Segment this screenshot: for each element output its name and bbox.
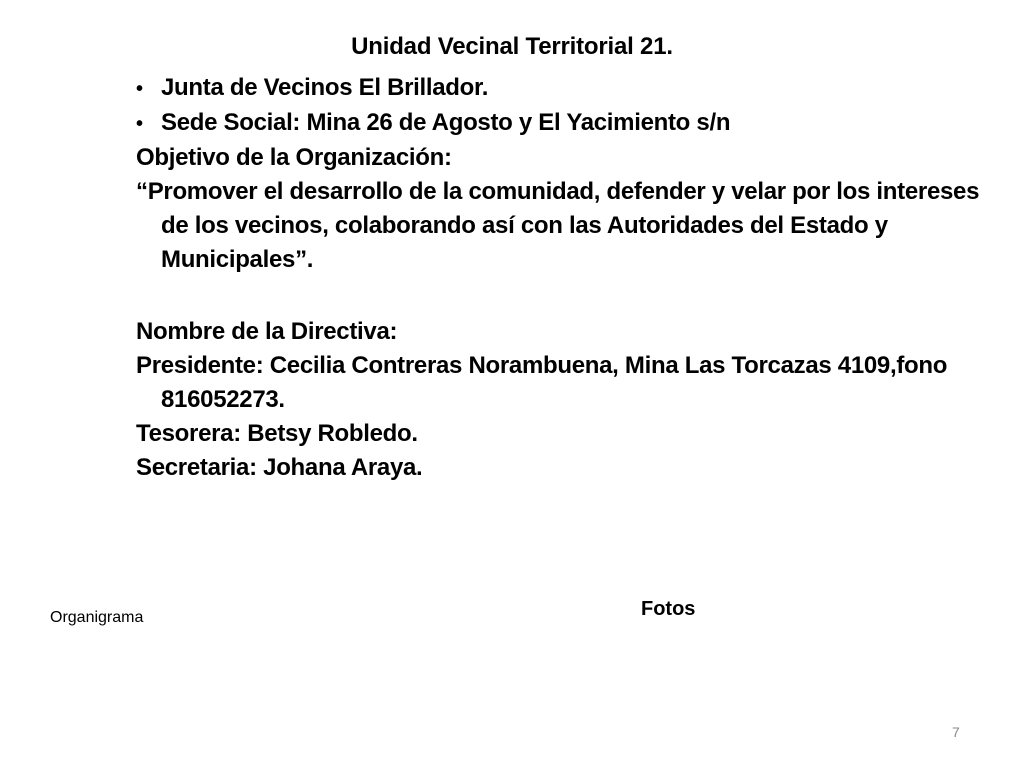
- bullet-item: [136, 106, 996, 141]
- bullet-icon: •: [136, 113, 143, 135]
- secretaria-line: Secretaria: Johana Araya.: [136, 454, 423, 481]
- tesorera-line: Tesorera: Betsy Robledo.: [136, 420, 418, 447]
- page-number: 7: [952, 724, 960, 740]
- spacer: [136, 277, 996, 315]
- bullet-text: Junta de Vecinos El Brillador.: [161, 74, 489, 101]
- bullet-item: [136, 71, 996, 106]
- slide-title: Unidad Vecinal Territorial 21.: [351, 33, 673, 60]
- fotos-label: Fotos: [641, 598, 696, 620]
- objective-heading: Objetivo de la Organización:: [136, 144, 452, 171]
- bullet-icon: •: [136, 78, 143, 100]
- organigrama-label: Organigrama: [50, 609, 144, 626]
- bullet-text: Sede Social: Mina 26 de Agosto y El Yacimiento s/n: [161, 109, 731, 136]
- directiva-heading: Nombre de la Directiva:: [136, 318, 398, 345]
- body-content: [136, 71, 996, 485]
- objective-text: “Promover el desarrollo de la comunidad, defender y velar por los intereses de los vecinos, colaborando así con las Autoridades del Estado y Municipales”.: [136, 178, 980, 273]
- presidente-line: Presidente: Cecilia Contreras Norambuena, Mina Las Torcazas 4109,fono 816052273.: [136, 352, 948, 413]
